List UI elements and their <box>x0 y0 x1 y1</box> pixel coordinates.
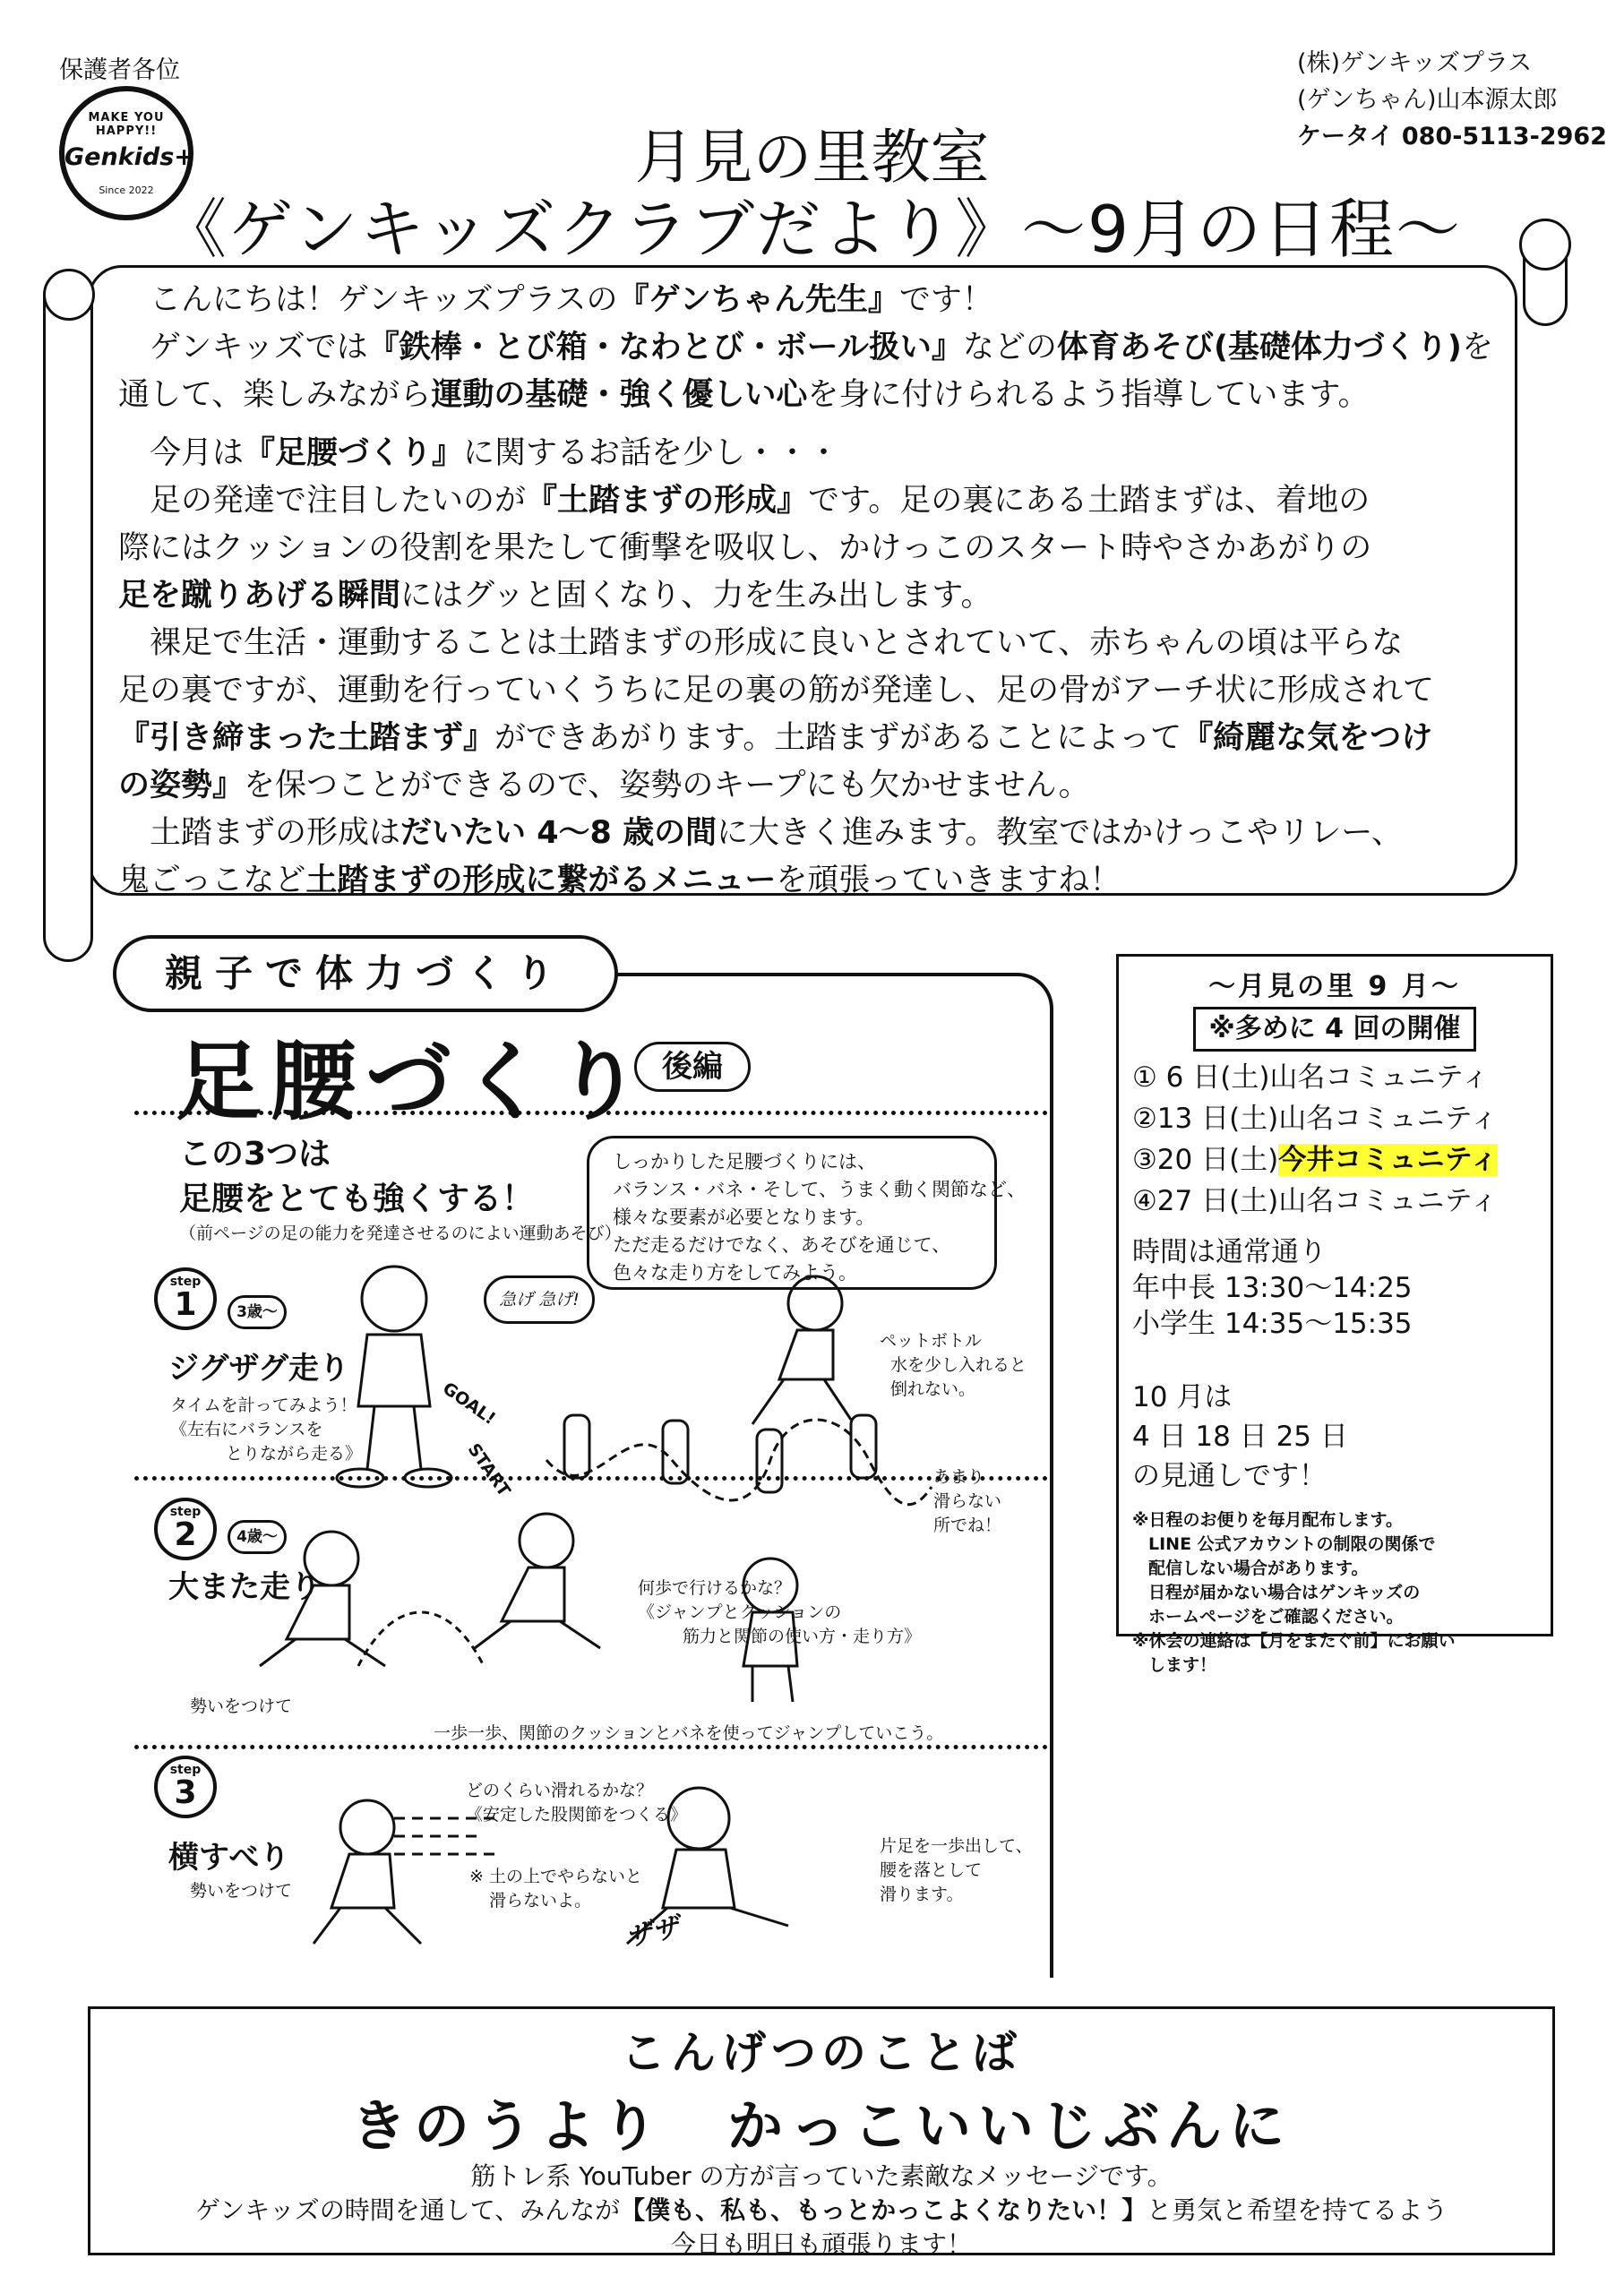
note-line: ※日程のお便りを毎月配布します。 <box>1132 1510 1403 1530</box>
intro-line-5: 足の発達で注目したいのが『土踏まずの形成』です。足の裏にある土踏まずは、着地の <box>150 483 1371 519</box>
panel-category-pill: 親子で体力づくり <box>113 935 618 1012</box>
note-line: 水を少し入れると <box>890 1355 1027 1375</box>
schedule-notice: ※多めに 4 回の開催 <box>1193 1007 1476 1052</box>
subtitle-line-2: 足腰をとても強くする！ <box>179 1181 535 1217</box>
logo-tagline: MAKE YOU HAPPY!! <box>88 111 165 138</box>
bubble-line: バランス・バネ・そして、うまく動く関節など、 <box>613 1179 1026 1200</box>
schedule-title: ～月見の里 9 月～ <box>1208 971 1461 1002</box>
outlook-line: 10 月は <box>1132 1381 1233 1413</box>
bubble-line: 色々な走り方をしてみよう。 <box>613 1262 857 1284</box>
intro-line-12: 土踏まずの形成はだいたい 4～8 歳の間に大きく進みます。教室ではかけっこやリレー、 <box>150 815 1403 851</box>
intro-line-7: 足を蹴りあげる瞬間にはグッと固くなり、力を生み出します。 <box>118 578 992 614</box>
step-note: 《左右にバランスを <box>170 1420 323 1439</box>
intro-line-8: 裸足で生活・運動することは土踏まずの形成に良いとされていて、赤ちゃんの頃は平らな <box>150 625 1404 661</box>
bubble-line: 様々な要素が必要となります。 <box>613 1207 875 1228</box>
standing-kid-drawing <box>337 1267 451 1487</box>
note-line: ※ 土の上でやらないと <box>469 1867 642 1886</box>
highlighted-venue: 今井コミュニティ <box>1278 1144 1499 1176</box>
goal-label: GOAL! <box>439 1378 500 1430</box>
note-line: 所でね！ <box>933 1516 1002 1535</box>
note-line: 滑らない <box>933 1491 1002 1511</box>
step-1-title: ジグザグ走り <box>168 1351 349 1387</box>
step-note: 筋力と関節の使い方・走り方》 <box>683 1627 922 1646</box>
step-note: とりながら走る》 <box>226 1444 363 1464</box>
note-line: 滑ります。 <box>880 1885 964 1904</box>
step-note: 《ジャンプとクッションの <box>638 1602 842 1622</box>
time-line: 時間は通常通り <box>1132 1236 1327 1268</box>
speech-bubble: 急げ 急げ! <box>484 1275 595 1324</box>
bubble-line: ただ走るだけでなく、あそびを通じて、 <box>613 1234 951 1256</box>
step-3-title: 横すべり <box>168 1840 290 1876</box>
leaping-kids-drawing <box>260 1514 797 1702</box>
intro-paragraph <box>118 277 1516 905</box>
schedule-date-3: ③20 日(土)今井コミュニティ <box>1132 1144 1499 1176</box>
sliding-kids-drawing <box>314 1788 788 1944</box>
scroll-curl-left <box>43 272 93 962</box>
step-1-age: 3歳～ <box>228 1295 287 1329</box>
step-note: タイムを計ってみよう！ <box>170 1396 357 1415</box>
scroll-curl-left-knob <box>43 269 95 321</box>
panel-subnote: （前ページの足の能力を発達させるのによい運動あそび） <box>179 1224 622 1243</box>
outlook-line: の見通しです！ <box>1132 1460 1327 1492</box>
time-line: 年中長 13:30～14:25 <box>1132 1272 1413 1304</box>
intro-line-9: 足の裏ですが、運動を行っていくうちに足の裏の筋が発達し、足の骨がアーチ状に形成されて <box>118 673 1434 709</box>
intro-line-10: 『引き締まった土踏まず』ができあがります。土踏まずがあることによって『綺麗な気をつけ <box>118 720 1433 756</box>
step-3-momentum: 勢いをつけて <box>190 1881 293 1901</box>
monthly-words-heading: こんげつのことば <box>621 2027 1022 2079</box>
step-3-badge: step 3 <box>154 1756 217 1818</box>
intro-line-2: ゲンキッズでは『鉄棒・とび箱・なわとび・ボール扱い』などの体育あそび(基礎体力づくり)を <box>150 330 1493 365</box>
start-label: START <box>463 1439 514 1500</box>
step-2-age: 4歳～ <box>228 1520 287 1554</box>
contact-phone: ケータイ 080-5113-2962 <box>1297 123 1607 150</box>
schedule-date-4: ④27 日(土)山名コミュニティ <box>1132 1185 1499 1217</box>
running-kid-drawing <box>752 1276 851 1424</box>
newsletter-title: 《ゲンキッズクラブだより》～9月の日程～ <box>162 192 1462 267</box>
time-line: 小学生 14:35～15:35 <box>1132 1308 1413 1340</box>
exercise-illustrations <box>125 1111 1057 1971</box>
step-note: どのくらい滑れるかな？ <box>466 1781 654 1800</box>
logo-since: Since 2022 <box>99 185 154 196</box>
intro-line-13: 鬼ごっこなど土踏まずの形成に繋がるメニューを頑張っていきますね！ <box>118 863 1121 898</box>
classroom-title: 月見の里教室 <box>634 123 990 192</box>
intro-line-3: 通して、楽しみながら運動の基礎・強く優しい心を身に付けられるよう指導しています。 <box>118 377 1370 413</box>
logo-wordmark: Genkids+ <box>64 143 194 171</box>
slide-sound: ザザ <box>623 1911 683 1954</box>
october-outlook <box>1132 1378 1348 1496</box>
step-1-badge: step 1 <box>154 1267 217 1330</box>
schedule-date-1: ① 6 日(土)山名コミュニティ <box>1132 1061 1490 1094</box>
body-line: 筋トレ系 YouTuber の方が言っていた素敵なメッセージです。 <box>470 2161 1173 2191</box>
addressee: 保護者各位 <box>59 56 180 84</box>
note-line: 腰を落として <box>880 1860 983 1880</box>
step-2-badge: step 2 <box>154 1498 217 1560</box>
step-2-title: 大また走り <box>168 1569 321 1605</box>
body-line: ゲンキッズの時間を通して、みんなが【僕も、私も、もっとかっこよくなりたい！】と勇気と希望を持てるよう <box>194 2195 1448 2225</box>
note-line: します！ <box>1148 1655 1217 1675</box>
body-line: 今日も明日も頑張ります！ <box>670 2229 972 2259</box>
intro-line-1: こんにちは！ゲンキッズプラスの『ゲンちゃん先生』です！ <box>150 282 993 318</box>
outlook-line: 4 日 18 日 25 日 <box>1132 1421 1348 1453</box>
step-note: 《安定した股関節をつくる》 <box>466 1805 688 1825</box>
intro-line-6: 際にはクッションの役割を果たして衝撃を吸収し、かけっこのスタート時やさかあがりの <box>118 530 1372 566</box>
note-line: 日程が届かない場合はゲンキッズの <box>1148 1583 1421 1602</box>
note-line: ホームページをご確認ください。 <box>1148 1607 1404 1627</box>
note-line: 滑らないよ。 <box>489 1891 592 1911</box>
note-line: 配信しない場合があります。 <box>1148 1559 1369 1578</box>
bottle-drawings <box>546 1415 932 1505</box>
note-line: 片足を一歩出して、 <box>880 1836 1033 1856</box>
note-line: あまり <box>933 1467 985 1487</box>
part-badge: 後編 <box>634 1042 751 1092</box>
step-note: 何歩で行けるかな？ <box>638 1578 792 1598</box>
monthly-motto: きのうより かっこいいじぶんに <box>350 2093 1292 2159</box>
contact-name: (ゲンちゃん)山本源太郎 <box>1297 86 1558 114</box>
monthly-words-body <box>88 2160 1555 2262</box>
intro-line-4: 今月は『足腰づくり』に関するお話を少し・・・ <box>150 435 840 471</box>
subtitle-line-1: この3つは <box>179 1136 331 1172</box>
schedule-date-2: ②13 日(土)山名コミュニティ <box>1132 1103 1499 1135</box>
intro-line-11: の姿勢』を保つことができるので、姿勢のキープにも欠かせません。 <box>118 768 1090 803</box>
scroll-curl-right-knob <box>1519 219 1571 271</box>
schedule-times <box>1132 1234 1413 1342</box>
note-line: 倒れない。 <box>890 1379 976 1399</box>
step-2-bottom-note: 一歩一歩、関節のクッションとバネを使ってジャンプしていこう。 <box>434 1723 944 1743</box>
schedule-notes <box>1132 1508 1455 1678</box>
step-2-momentum: 勢いをつけて <box>190 1696 293 1716</box>
note-line: LINE 公式アカウントの制限の関係で <box>1148 1534 1436 1554</box>
panel-title: 足腰づくり <box>176 1032 650 1132</box>
company-name: (株)ゲンキッズプラス <box>1297 49 1533 77</box>
bubble-line: しっかりした足腰づくりには、 <box>613 1151 876 1172</box>
note-line: ※休会の連絡は【月をまたぐ前】にお願い <box>1132 1631 1456 1651</box>
note-line: ペットボトル <box>880 1331 983 1351</box>
